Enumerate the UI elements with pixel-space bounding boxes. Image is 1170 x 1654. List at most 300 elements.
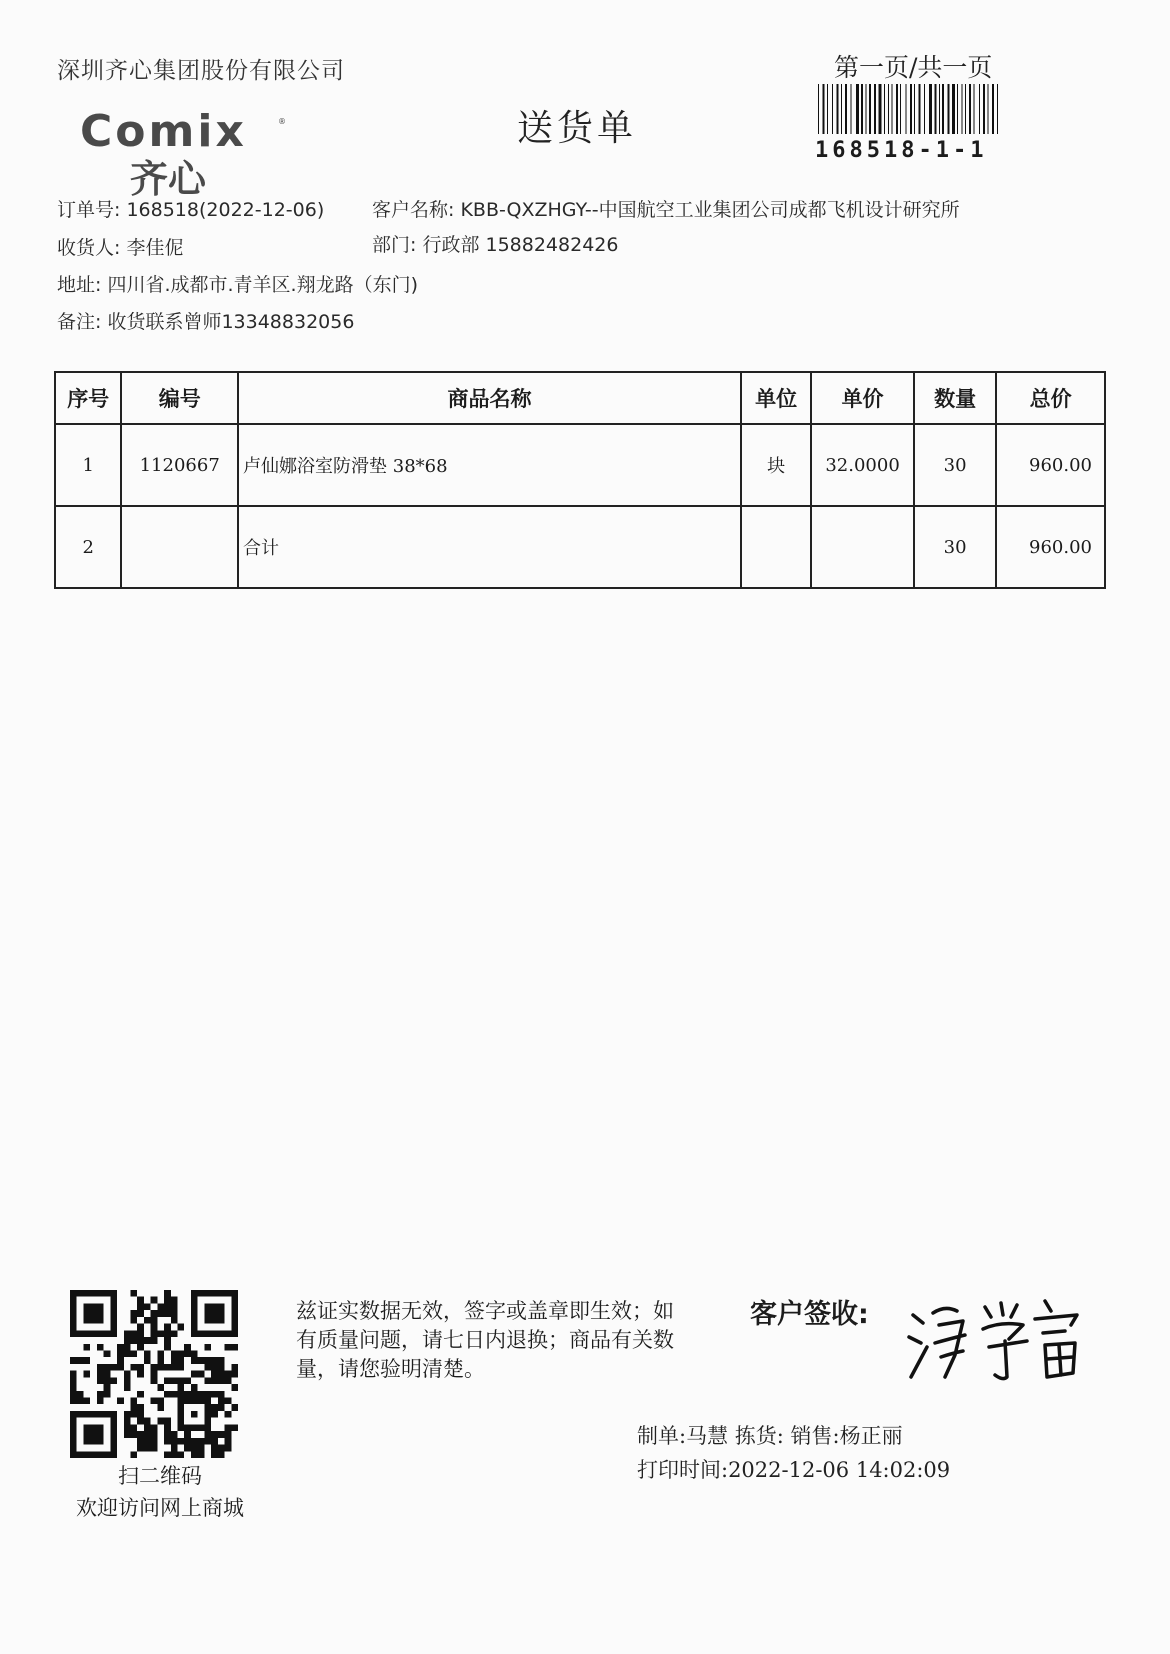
barcode-number: 168518-1-1 — [815, 138, 988, 163]
order-number-value: 168518(2022-12-06) — [126, 199, 325, 221]
qr-module — [83, 1371, 90, 1378]
qr-module — [77, 1357, 84, 1364]
barcode-bar — [988, 84, 989, 134]
qr-module — [104, 1350, 111, 1357]
qr-module — [130, 1404, 137, 1411]
qr-module — [130, 1290, 137, 1297]
qr-module — [204, 1431, 211, 1438]
qr-module — [124, 1424, 131, 1431]
barcode-bar — [900, 84, 901, 134]
qr-module — [171, 1330, 178, 1337]
qr-module — [144, 1350, 151, 1357]
barcode-bar — [818, 84, 819, 134]
qr-module — [218, 1391, 225, 1398]
qr-module — [124, 1330, 131, 1337]
barcode-bar — [837, 84, 839, 134]
qr-module — [104, 1384, 111, 1391]
qr-module — [191, 1350, 198, 1357]
receiver — [57, 233, 183, 260]
qr-module — [137, 1411, 144, 1418]
qr-module — [204, 1303, 224, 1323]
qr-module — [144, 1317, 151, 1324]
qr-module — [211, 1445, 218, 1452]
order-number — [57, 195, 324, 222]
qr-module — [130, 1317, 137, 1324]
barcode-bar — [841, 84, 842, 134]
qr-module — [130, 1330, 137, 1337]
qr-module — [157, 1364, 164, 1371]
qr-module — [137, 1418, 144, 1425]
qr-module — [130, 1431, 137, 1438]
qr-module — [178, 1438, 185, 1445]
qr-module — [137, 1364, 144, 1371]
qr-module — [130, 1411, 137, 1418]
qr-module — [164, 1451, 171, 1458]
cell-price: 32.0000 — [811, 424, 914, 506]
customer-value: KBB-QXZHGY--中国航空工业集团公司成都飞机设计研究所 — [460, 199, 960, 221]
header-qty: 数量 — [914, 372, 996, 424]
qr-module — [171, 1310, 178, 1317]
qr-module — [204, 1364, 211, 1371]
qr-module — [225, 1438, 232, 1445]
qr-module — [218, 1431, 225, 1438]
qr-module — [171, 1317, 178, 1324]
qr-module — [117, 1344, 124, 1351]
comix-logo — [78, 106, 290, 198]
qr-module — [178, 1377, 185, 1384]
barcode-bar — [879, 84, 882, 134]
cell-unit: 块 — [741, 424, 811, 506]
qr-module — [151, 1398, 158, 1405]
qr-module — [151, 1371, 158, 1378]
qr-module — [164, 1337, 171, 1344]
qr-module — [151, 1377, 158, 1384]
qr-module — [171, 1350, 178, 1357]
qr-module — [157, 1303, 164, 1310]
print-time: 打印时间:2022-12-06 14:02:09 — [637, 1458, 951, 1482]
barcode-bar — [919, 84, 921, 134]
qr-module — [191, 1371, 198, 1378]
barcode-bar — [992, 84, 994, 134]
qr-module — [191, 1445, 198, 1452]
order-number-label: 订单号: — [57, 199, 121, 221]
qr-module — [231, 1371, 238, 1378]
qr-module — [178, 1391, 185, 1398]
qr-module — [178, 1324, 185, 1331]
qr-module — [184, 1431, 191, 1438]
qr-module — [231, 1344, 238, 1351]
qr-module — [97, 1371, 104, 1378]
qr-caption — [60, 1460, 260, 1524]
barcode-bar — [856, 84, 859, 134]
qr-module — [231, 1424, 238, 1431]
items-table — [54, 371, 1106, 589]
qr-module — [218, 1404, 225, 1411]
qr-module — [117, 1398, 124, 1405]
qr-module — [178, 1364, 185, 1371]
barcode-bar — [983, 84, 985, 134]
qr-module — [184, 1377, 191, 1384]
qr-module — [157, 1384, 164, 1391]
qr-module — [137, 1371, 144, 1378]
qr-module — [151, 1431, 158, 1438]
barcode-bar — [948, 84, 950, 134]
cell-qty: 30 — [914, 506, 996, 588]
staff-line: 制单:马慧 拣货: 销售:杨正丽 — [637, 1424, 903, 1448]
barcode-bar — [957, 84, 958, 134]
qr-module — [144, 1303, 151, 1310]
barcode-bar — [910, 84, 912, 134]
header-unit: 单位 — [741, 372, 811, 424]
qr-module — [191, 1438, 198, 1445]
qr-module — [164, 1431, 171, 1438]
qr-module — [164, 1424, 171, 1431]
qr-module — [124, 1384, 131, 1391]
qr-module — [83, 1303, 103, 1323]
qr-module — [83, 1344, 90, 1351]
qr-module — [211, 1451, 218, 1458]
cell-code — [121, 506, 238, 588]
qr-module — [231, 1364, 238, 1371]
qr-module — [178, 1451, 185, 1458]
qr-module — [198, 1357, 205, 1364]
qr-module — [104, 1364, 111, 1371]
qr-module — [70, 1384, 77, 1391]
qr-module — [184, 1344, 191, 1351]
barcode-bar — [942, 84, 944, 134]
qr-module — [211, 1438, 218, 1445]
notice-text: 兹证实数据无效，签字或盖章即生效；如有质量问题，请七日内退换；商品有关数量，请您验明清楚。 — [296, 1299, 674, 1381]
qr-module — [137, 1303, 144, 1310]
qr-module — [191, 1451, 198, 1458]
barcode-bar — [851, 84, 852, 134]
qr-module — [204, 1438, 211, 1445]
barcode-bar — [952, 84, 955, 134]
qr-module — [130, 1424, 137, 1431]
qr-module — [184, 1391, 191, 1398]
document-title: 送货单 — [517, 108, 638, 149]
header-name: 商品名称 — [238, 372, 741, 424]
company-name: 深圳齐心集团股份有限公司 — [57, 58, 345, 84]
barcode-bar — [935, 84, 937, 134]
qr-module — [137, 1310, 144, 1317]
qr-module — [124, 1411, 131, 1418]
qr-module — [218, 1445, 225, 1452]
qr-module — [104, 1377, 111, 1384]
address — [57, 270, 418, 297]
qr-module — [144, 1418, 151, 1425]
qr-module — [144, 1445, 151, 1452]
qr-module — [137, 1297, 144, 1304]
qr-module — [211, 1411, 218, 1418]
svg-text:齐心: 齐心 — [130, 157, 207, 198]
qr-module — [144, 1337, 151, 1344]
barcode-bar — [924, 84, 925, 134]
qr-module — [171, 1438, 178, 1445]
barcode-bar — [896, 84, 898, 134]
qr-caption-line-2: 欢迎访问网上商城 — [76, 1496, 244, 1520]
barcode-bar — [939, 84, 940, 134]
department-value: 行政部 15882482426 — [422, 234, 619, 256]
qr-module — [171, 1297, 178, 1304]
barcode-bar — [965, 84, 966, 134]
qr-module — [124, 1377, 131, 1384]
cell-name: 合计 — [238, 506, 741, 588]
header-price: 单价 — [811, 372, 914, 424]
qr-module — [151, 1310, 158, 1317]
qr-module — [144, 1357, 151, 1364]
qr-module — [77, 1398, 84, 1405]
qr-module — [164, 1377, 171, 1384]
qr-module — [151, 1337, 158, 1344]
qr-module — [151, 1330, 158, 1337]
svg-text:Comix: Comix — [80, 106, 247, 157]
remark-value: 收货联系曾师13348832056 — [107, 311, 355, 333]
qr-module — [97, 1364, 104, 1371]
qr-module — [164, 1364, 171, 1371]
qr-module — [77, 1391, 84, 1398]
qr-module — [137, 1391, 144, 1398]
barcode-bar — [979, 84, 980, 134]
department-label: 部门: — [372, 234, 417, 256]
barcode-bar — [962, 84, 963, 134]
qr-module — [137, 1330, 144, 1337]
qr-module — [124, 1431, 131, 1438]
qr-module — [117, 1357, 124, 1364]
qr-module — [130, 1451, 137, 1458]
qr-module — [157, 1418, 164, 1425]
qr-module — [130, 1364, 137, 1371]
qr-module — [204, 1391, 211, 1398]
barcode-bar — [997, 84, 998, 134]
qr-module — [198, 1371, 205, 1378]
qr-module — [231, 1404, 238, 1411]
qr-module — [97, 1377, 104, 1384]
table-row — [55, 424, 1105, 506]
qr-module — [171, 1303, 178, 1310]
qr-module — [137, 1324, 144, 1331]
qr-module — [157, 1398, 164, 1405]
qr-module — [164, 1391, 171, 1398]
receiver-label: 收货人: — [57, 237, 121, 259]
qr-module — [164, 1438, 171, 1445]
qr-module — [184, 1350, 191, 1357]
sign-label: 客户签收: — [750, 1299, 869, 1330]
qr-module — [191, 1357, 198, 1364]
qr-module — [164, 1344, 171, 1351]
cell-seq: 2 — [55, 506, 121, 588]
qr-module — [178, 1350, 185, 1357]
qr-module — [211, 1364, 218, 1371]
qr-module — [137, 1438, 144, 1445]
barcode-bar — [845, 84, 847, 134]
qr-module — [130, 1337, 137, 1344]
qr-module — [204, 1377, 211, 1384]
qr-module — [211, 1431, 218, 1438]
barcode-bar — [974, 84, 975, 134]
qr-module — [117, 1364, 124, 1371]
qr-code-icon — [70, 1290, 238, 1458]
remark — [57, 307, 354, 334]
qr-module — [144, 1431, 151, 1438]
qr-module — [171, 1391, 178, 1398]
qr-module — [104, 1391, 111, 1398]
barcode-bar — [869, 84, 871, 134]
qr-module — [97, 1391, 104, 1398]
qr-module — [110, 1377, 117, 1384]
barcode-bar — [892, 84, 893, 134]
qr-module — [144, 1438, 151, 1445]
qr-module — [137, 1404, 144, 1411]
qr-module — [218, 1451, 225, 1458]
qr-module — [198, 1438, 205, 1445]
customer-name — [372, 195, 960, 222]
qr-module — [171, 1364, 178, 1371]
qr-module — [124, 1371, 131, 1378]
cell-seq: 1 — [55, 424, 121, 506]
qr-module — [184, 1445, 191, 1452]
qr-module — [124, 1337, 131, 1344]
department — [372, 230, 618, 257]
qr-module — [178, 1384, 185, 1391]
qr-module — [184, 1438, 191, 1445]
qr-module — [225, 1377, 232, 1384]
qr-module — [70, 1357, 77, 1364]
qr-module — [191, 1384, 198, 1391]
qr-module — [164, 1418, 171, 1425]
barcode-bar — [929, 84, 932, 134]
qr-module — [164, 1310, 171, 1317]
address-label: 地址: — [57, 274, 102, 296]
cell-unit — [741, 506, 811, 588]
qr-module — [83, 1357, 90, 1364]
qr-module — [151, 1364, 158, 1371]
qr-module — [110, 1364, 117, 1371]
qr-module — [225, 1411, 232, 1418]
qr-module — [198, 1451, 205, 1458]
remark-label: 备注: — [57, 311, 102, 333]
page-info: 第一页/共一页 — [834, 53, 993, 82]
qr-module — [104, 1371, 111, 1378]
qr-module — [124, 1350, 131, 1357]
qr-module — [171, 1431, 178, 1438]
qr-module — [204, 1357, 211, 1364]
qr-module — [211, 1404, 218, 1411]
qr-module — [70, 1377, 77, 1384]
address-value: 四川省.成都市.青羊区.翔龙路（东门) — [107, 274, 418, 296]
qr-module — [70, 1371, 77, 1378]
cell-price — [811, 506, 914, 588]
table-header-row — [55, 372, 1105, 424]
qr-module — [191, 1391, 198, 1398]
qr-module — [218, 1371, 225, 1378]
barcode-bar — [861, 84, 863, 134]
handwritten-signature — [905, 1285, 1085, 1385]
svg-text:®: ® — [278, 117, 286, 126]
qr-module — [191, 1411, 198, 1418]
qr-module — [225, 1371, 232, 1378]
qr-module — [164, 1297, 171, 1304]
qr-module — [151, 1424, 158, 1431]
qr-module — [151, 1297, 158, 1304]
qr-module — [151, 1317, 158, 1324]
qr-module — [225, 1431, 232, 1438]
cell-total: 960.00 — [996, 506, 1105, 588]
qr-module — [178, 1357, 185, 1364]
qr-module — [70, 1391, 77, 1398]
barcode-icon — [816, 84, 1006, 134]
qr-module — [225, 1424, 232, 1431]
qr-module — [137, 1337, 144, 1344]
qr-module — [157, 1357, 164, 1364]
qr-module — [218, 1357, 225, 1364]
barcode-bar — [969, 84, 971, 134]
qr-module — [151, 1324, 158, 1331]
barcode-bar — [832, 84, 833, 134]
qr-module — [124, 1418, 131, 1425]
qr-module — [117, 1350, 124, 1357]
qr-module — [137, 1445, 144, 1452]
qr-module — [130, 1310, 137, 1317]
barcode-bar — [914, 84, 915, 134]
qr-module — [97, 1398, 104, 1405]
qr-module — [198, 1445, 205, 1452]
cell-total: 960.00 — [996, 424, 1105, 506]
qr-module — [198, 1391, 205, 1398]
qr-module — [97, 1344, 104, 1351]
qr-module — [211, 1391, 218, 1398]
qr-module — [225, 1398, 232, 1405]
cell-qty: 30 — [914, 424, 996, 506]
header-code: 编号 — [121, 372, 238, 424]
qr-module — [225, 1344, 232, 1351]
barcode-bar — [884, 84, 885, 134]
cell-code: 1120667 — [121, 424, 238, 506]
qr-module — [83, 1398, 90, 1405]
barcode-bar — [888, 84, 889, 134]
qr-module — [218, 1377, 225, 1384]
qr-module — [211, 1377, 218, 1384]
header-seq: 序号 — [55, 372, 121, 424]
barcode-bar — [866, 84, 867, 134]
barcode-bar — [827, 84, 828, 134]
barcode-bar — [823, 84, 825, 134]
qr-module — [124, 1344, 131, 1351]
qr-module — [218, 1398, 225, 1405]
qr-module — [218, 1364, 225, 1371]
qr-module — [137, 1344, 144, 1351]
qr-module — [130, 1398, 137, 1405]
qr-module — [157, 1310, 164, 1317]
qr-module — [164, 1330, 171, 1337]
barcode-bar — [874, 84, 876, 134]
customer-label: 客户名称: — [372, 199, 455, 221]
qr-module — [151, 1445, 158, 1452]
qr-module — [70, 1398, 77, 1405]
qr-module — [164, 1290, 171, 1297]
qr-module — [211, 1357, 218, 1364]
qr-module — [164, 1324, 171, 1331]
qr-module — [171, 1377, 178, 1384]
qr-caption-line-1: 扫二维码 — [118, 1464, 202, 1488]
qr-module — [231, 1384, 238, 1391]
cell-name: 卢仙娜浴室防滑垫 38*68 — [238, 424, 741, 506]
qr-module — [225, 1445, 232, 1452]
qr-module — [130, 1350, 137, 1357]
qr-module — [144, 1424, 151, 1431]
qr-module — [171, 1357, 178, 1364]
qr-module — [171, 1445, 178, 1452]
